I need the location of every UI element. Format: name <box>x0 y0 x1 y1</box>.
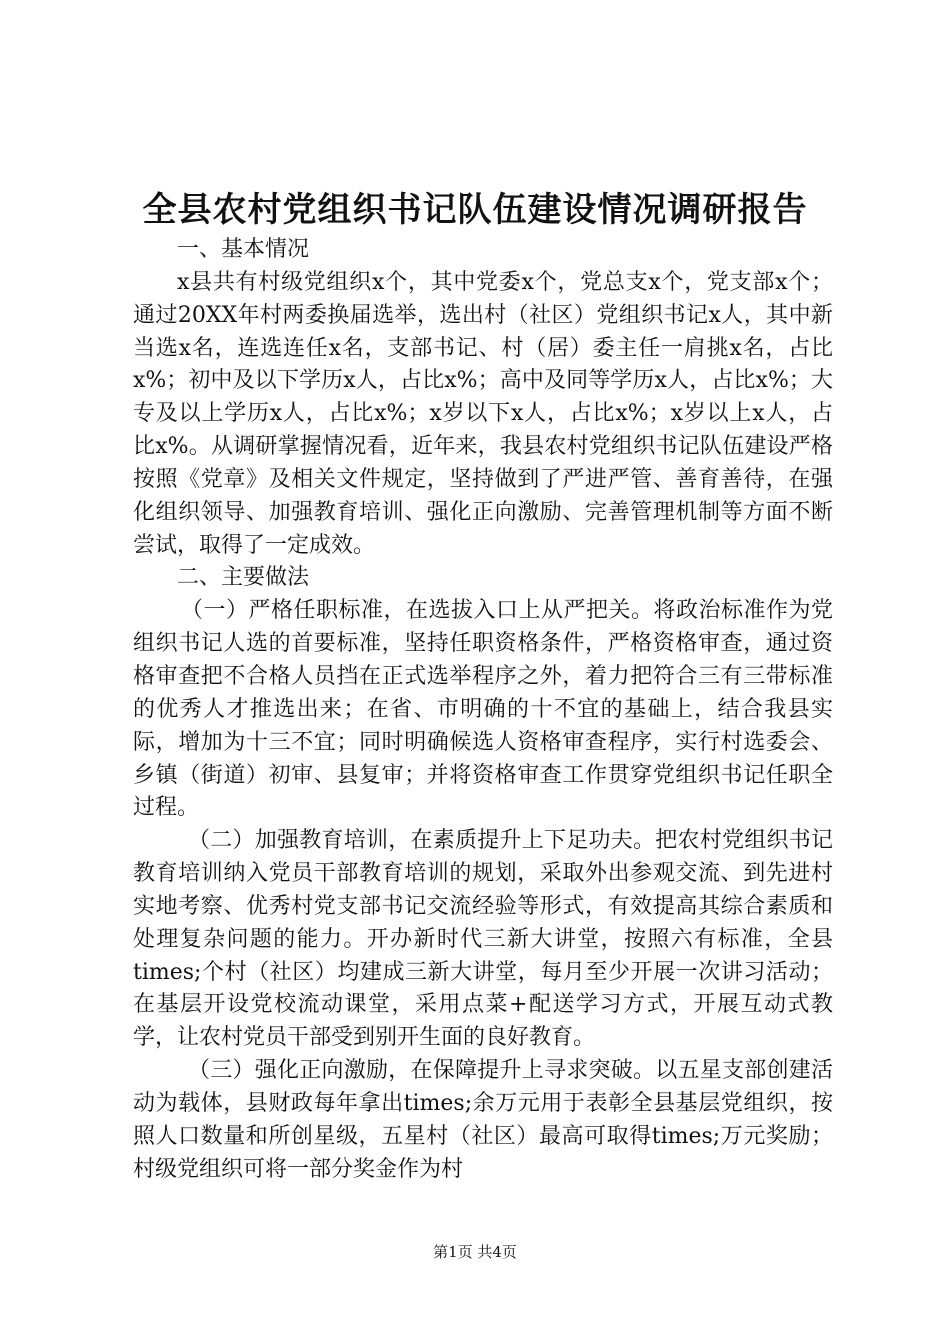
section-heading-practices: 二、主要做法 <box>177 565 310 591</box>
paragraph-practice-2: （二）加强教育培训，在素质提升上下足功夫。把农村党组织书记教育培训纳入党员干部教育培训的规划，采取外出参观交流、到先进村实地考察、优秀村党支部书记交流经验等形式，有效提高其综合素质和处理复杂问题的能力。开办新时代三新大讲堂，按照六有标准，全县times;个村（社区）均建成三新大讲堂，每月至少开展一次讲习活动；在基层开设党校流动课堂，采用点菜+配送学习方式，开展互动式教学，让农村党员干部受到别开生面的良好教育。 <box>133 828 833 1051</box>
paragraph-basic-situation: x县共有村级党组织x个，其中党委x个，党总支x个，党支部x个；通过20XX年村两委换届选举，选出村（社区）党组织书记x人，其中新当选x名，连选连任x名，支部书记、村（居）委主任一肩挑x名，占比x%；初中及以下学历x人，占比x%；高中及同等学历x人，占比x%；大专及以上学历x人，占比x%；x岁以下x人，占比x%；x岁以上x人，占比x%。从调研掌握情况看，近年来，我县农村党组织书记队伍建设严格按照《党章》及相关文件规定，坚持做到了严进严管、善育善待，在强化组织领导、加强教育培训、强化正向激励、完善管理机制等方面不断尝试，取得了一定成效。 <box>133 269 833 558</box>
document-body <box>133 234 833 1186</box>
page-footer: 第1页 共4页 <box>433 1243 517 1261</box>
document-title: 全县农村党组织书记队伍建设情况调研报告 <box>142 190 808 230</box>
section-heading-basic: 一、基本情况 <box>177 237 310 262</box>
paragraph-practice-1: （一）严格任职标准，在选拔入口上从严把关。将政治标准作为党组织书记人选的首要标准，坚持任职资格条件，严格资格审查，通过资格审查把不合格人员挡在正式选举程序之外，着力把符合三有三带标准的优秀人才推选出来；在省、市明确的十不宜的基础上，结合我县实际，增加为十三不宜；同时明确候选人资格审查程序，实行村选委会、乡镇（街道）初审、县复审；并将资格审查工作贯穿党组织书记任职全过程。 <box>133 598 833 821</box>
paragraph-practice-3: （三）强化正向激励，在保障提升上寻求突破。以五星支部创建活动为载体，县财政每年拿出times;余万元用于表彰全县基层党组织，按照人口数量和所创星级，五星村（社区）最高可取得times;万元奖励；村级党组织可将一部分奖金作为村 <box>133 1058 833 1182</box>
